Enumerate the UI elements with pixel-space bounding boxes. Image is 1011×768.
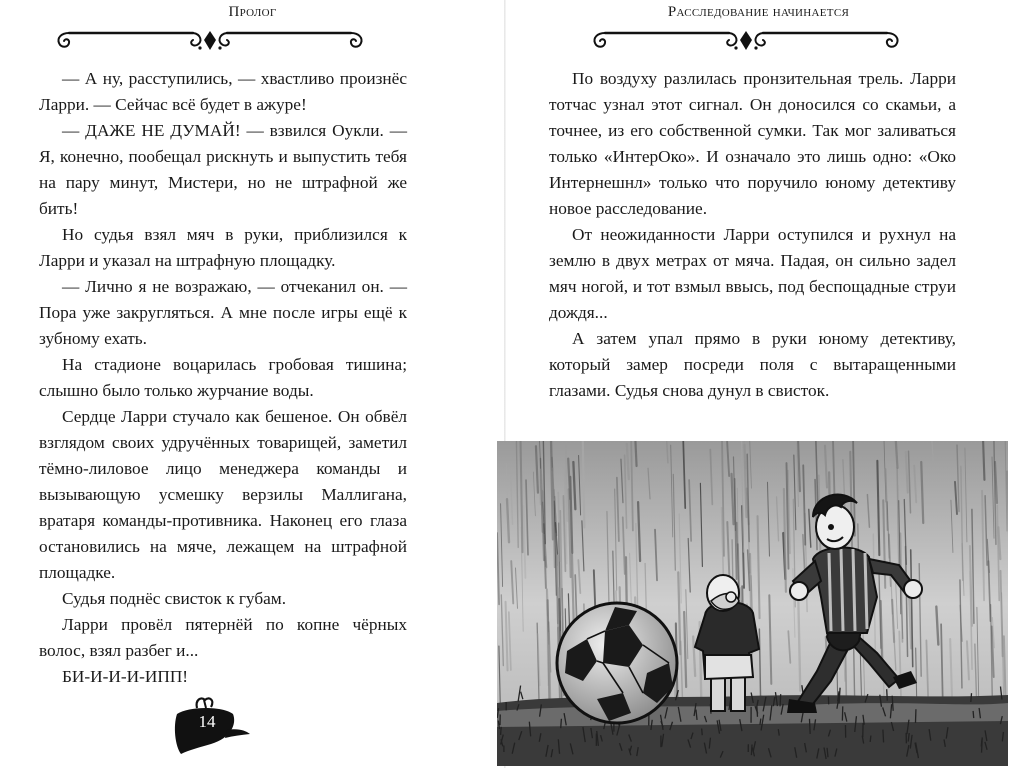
grass-blade	[971, 693, 972, 702]
illustration-art	[497, 441, 1008, 766]
paragraph: По воздуху разлилась пронзительная трель. Ларри тотчас узнал этот сигнал. Он доносился со скамьи, а точнее, из его собственной сумки. Так мог заливаться только «ИнтерОко». И означало это лишь одно: «Око Интернешнл» только что поручило юному детективу новое расследование.	[549, 69, 956, 218]
flourish-divider-icon	[589, 24, 903, 54]
grass-blade	[883, 730, 884, 743]
grass-blade	[981, 740, 982, 747]
paragraph: А затем упал прямо в руки юному детективу, который замер посреди поля с вытаращенными глазами. Судья снова дунул в свисток.	[549, 329, 956, 400]
soccer-ball	[557, 603, 677, 723]
flourish-divider-icon	[53, 24, 367, 54]
grass-blade	[780, 694, 781, 706]
right-page-text	[549, 66, 956, 404]
grass-blade	[760, 719, 761, 725]
paragraph: Судья поднёс свисток к губам.	[62, 589, 287, 608]
running-head-left: Пролог	[228, 4, 277, 20]
grass-blade	[702, 729, 703, 736]
paragraph: — А ну, расступились, — хвастливо произнёс Ларри. — Сейчас всё будет в ажуре!	[39, 69, 407, 114]
left-page-text	[39, 66, 407, 690]
paragraph: Но судья взял мяч в руки, приблизился к Ларри и указал на штрафную площадку.	[39, 225, 407, 270]
grass-blade	[870, 736, 871, 742]
running-head-right: Расследование начинается	[667, 4, 850, 20]
grass-blade	[973, 711, 974, 718]
paragraph: — ДАЖЕ НЕ ДУМАЙ! — взвился Оукли. — Я, конечно, пообещал рискнуть и выпустить тебя на пару минут, Мистери, но не штрафной же бить!	[39, 121, 407, 218]
grass-blade	[809, 719, 810, 734]
page-number-badge	[171, 694, 251, 760]
left-page	[0, 0, 505, 768]
grass-blade	[501, 727, 502, 735]
grass-blade	[757, 706, 758, 717]
paragraph: Ларри провёл пятернёй по копне чёрных волос, взял разбег и...	[39, 615, 407, 660]
page-number: 14	[198, 712, 216, 731]
paragraph: От неожиданности Ларри оступился и рухнул на землю в двух метрах от мяча. Падая, он сильно задел мяч ногой, и тот взмыл ввысь, под беспощадные струи дождя...	[549, 225, 956, 322]
grass-blade	[561, 719, 562, 728]
grass-blade	[751, 744, 752, 755]
paragraph: Сердце Ларри стучало как бешеное. Он обвёл взглядом своих удручённых товарищей, заметил тёмно-лиловое лицо менеджера команды и вызывающую усмешку верзилы Маллигана, вратаря команды-противника. Наконец его глаза остановились на мяче, лежащем на штрафной площадке.	[39, 407, 407, 582]
football-rain-illustration	[497, 441, 1008, 766]
paragraph: БИ-И-И-И-ИПП!	[62, 667, 189, 686]
paragraph: — Лично я не возражаю, — отчеканил он. — Пора уже закругляться. А мне после игры ещё к зубному ехать.	[39, 277, 407, 348]
paragraph: На стадионе воцарилась гробовая тишина; слышно было только журчание воды.	[39, 355, 407, 400]
grass-blade	[887, 689, 888, 700]
